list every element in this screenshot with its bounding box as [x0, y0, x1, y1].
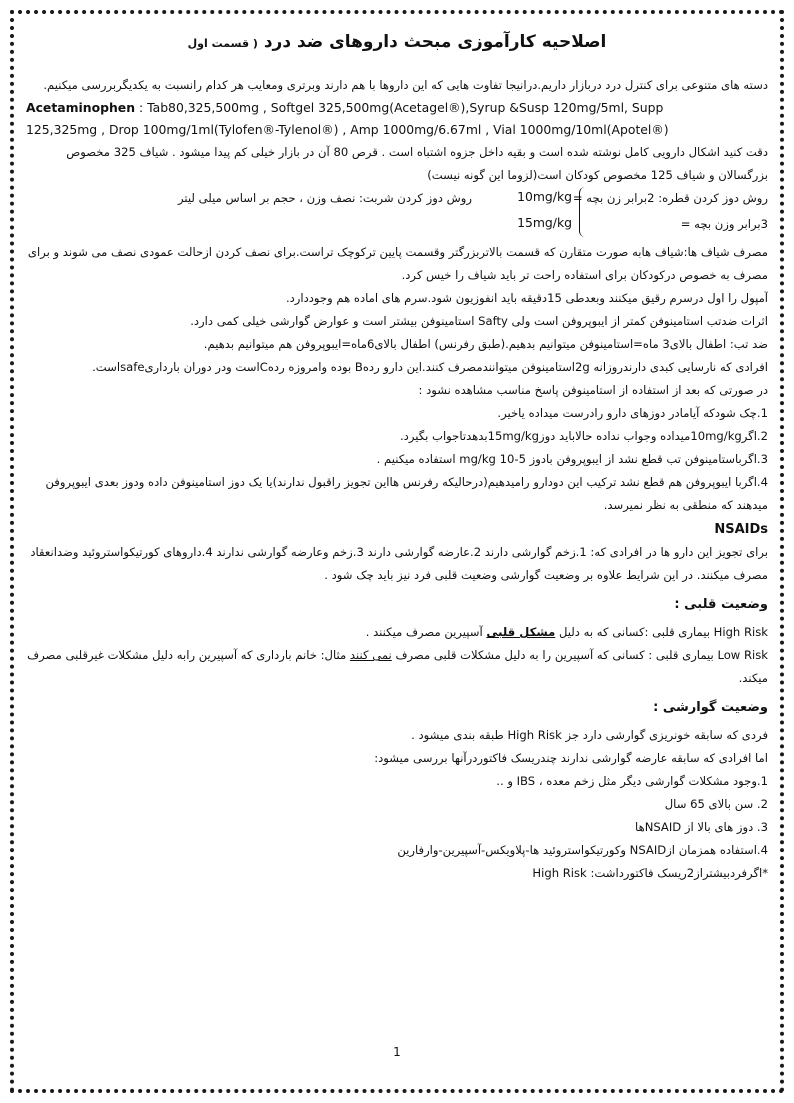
paragraph-no-response: در صورتی که بعد از استفاده از استامینوفن پاسخ مناسب مشاهده نشود :	[418, 383, 768, 397]
gi-item-4: 4.استفاده همزمان ازNSAID وکورتیکواستروئید ها-پلاویکس-آسپیرین-وارفارین	[397, 843, 768, 857]
supp-method: 3برابر وزن بچه =	[680, 217, 768, 231]
document-title	[26, 32, 768, 52]
drop-method: روش دوز کردن قطره: 2برابر زن بچه =	[572, 191, 768, 205]
gi-last-label: High Risk	[532, 866, 587, 880]
gi-item-3: 3. دوز های بالا از NSAIDها	[635, 820, 768, 834]
paragraph-fever-age: ضد تب: اطفال بالای3 ماه=استامینوفن میتوانیم بدهیم.(طبق رفرنس) اطفال بالای6ماه=ایبوپروفن هم میتوانیم بدهیم.	[203, 337, 768, 351]
cardiac-high-end: آسپیرین مصرف میکنند .	[365, 625, 487, 639]
cardiac-low-risk	[26, 644, 768, 690]
intro-paragraph: دسته های متنوعی برای کنترل درد دربازار داریم.درانیجا تفاوت هایی که این داروها با هم دارند وبرتری ومعایب هر کدام رانسبت به یکدیگربررسی میکنیم.	[43, 78, 768, 92]
cardiac-high-bold: مشکل قلبی	[486, 625, 556, 639]
cardiac-high-text: بیماری قلبی :کسانی که به دلیل	[555, 625, 714, 639]
syrup-method: روش دوز کردن شربت: نصف وزن ، حجم بر اساس میلی لیتر	[178, 191, 472, 205]
title-sub: ( قسمت اول	[187, 37, 258, 50]
paragraph-liver: افرادی که نارسایی کبدی دارندروزانه 2gاستامینوفن میتوانندمصرف کنند.این دارو ردهB بوده وامروزه ردهCاست ودر دوران بارداریsafeاست.	[92, 360, 768, 374]
cardiac-low-text: بیماری قلبی : کسانی که آسپیرین را به دلیل مشکلات قلبی مصرف	[391, 648, 718, 662]
gi-last-line	[26, 862, 768, 885]
forms-line1-text: : Tab80,325,500mg , Softgel 325,500mg(Acetagel®),Syrup &Susp 120mg/5ml, Supp	[135, 100, 664, 115]
cardiac-low-underline: نمی کنند	[349, 648, 392, 662]
gi-line1-post: طبقه بندی میشود .	[411, 728, 508, 742]
high-risk-label: High Risk	[713, 625, 768, 639]
step-4: 4.اگربا ایبوپروفن هم قطع نشد ترکیب این دودارو رامیدهیم(درحالیکه رفرنس هااین تجویز راقبول ندارند)یا یک دوز استامینوفن داده ودوز بعدی ایبوپروفن میدهند که منطقی به نظر نمیرسد.	[45, 475, 768, 512]
dosing-block	[26, 187, 768, 241]
acetaminophen-forms-line2: 125,325mg , Drop 100mg/1ml(Tylofen®-Tylenol®) , Amp 1000mg/6.67ml , Vial 1000mg/10ml(Apotel®)	[26, 122, 669, 137]
step-1: 1.چک شودکه آیامادر دوزهای دارو رادرست میداده یاخیر.	[497, 406, 768, 420]
cardiac-low-end: مثال: خانم بارداری که آسپیرین رابه دلیل مشکلات غیرقلبی مصرف میکند.	[27, 648, 768, 685]
gi-line2: اما افرادی که سابقه عارضه گوارشی ندارند چندریسک فاکتوردرآنها بررسی میشود:	[374, 751, 768, 765]
acetaminophen-forms-line1	[26, 97, 768, 119]
cardiac-heading: وضعیت قلبی :	[674, 597, 768, 612]
forms-note-paragraph: دقت کنید اشکال دارویی کامل نوشته شده است و بقیه داخل جزوه اشتباه است . قرص 80 آن در بازار خیلی کم پیدا میشود . شیاف 325 مخصوص بزرگسالان و شیاف 125 مخصوص کودکان است(لزوما این گونه نیست)	[66, 145, 768, 182]
nsaids-paragraph: برای تجویز این دارو ها در افرادی که: 1.زخم گوارشی دارند 2.عارضه گوارشی دارند 3.زخم وعارضه گوارشی ندارند 4.داروهای کورتیکواستروئید وضدانعقاد مصرف میکنند. در این شرایط علاوه بر وضعیت گوارشی وضعیت قلبی فرد نیز باید چک شود .	[30, 545, 768, 582]
gi-item-2: 2. سن بالای 65 سال	[664, 797, 768, 811]
gi-last-pre: *اگرفردبیشتراز2ریسک فاکتورداشت:	[586, 866, 768, 880]
gi-line1	[26, 724, 768, 747]
gi-heading: وضعیت گوارشی :	[653, 700, 768, 715]
paragraph-suppository: مصرف شیاف ها:شیاف هابه صورت متقارن که قسمت بالاتربزرگتر وقسمت پایین ترکوچک تراست.برای نصف کردن ازحالت عمودی نصف می شوند و برای مصرف به خصوص درکودکان برای استفاده راحت تر باید شیاف را خیس کرد.	[27, 245, 768, 282]
page-number: 1	[393, 1045, 401, 1059]
document-page	[26, 28, 768, 1063]
low-risk-label: Low Risk	[717, 648, 768, 662]
dose-value-15: 15mg/kg	[517, 215, 572, 230]
brace-icon	[579, 187, 590, 237]
step-3: 3.اگرباستامینوفن تب قطع نشد از ایبوپروفن بادوز 5-10 mg/kg استفاده میکنیم .	[376, 452, 768, 466]
gi-line1-label: High Risk	[507, 728, 562, 742]
gi-item-1: 1.وجود مشکلات گوارشی دیگر مثل زخم معده ، IBS و ..	[496, 774, 768, 788]
title-main: اصلاحیه کارآموزی مبحث داروهای ضد درد	[263, 32, 607, 52]
gi-line1-pre: فردی که سابقه خونریزی گوارشی دارد جز	[561, 728, 768, 742]
step-2: 2.اگر10mg/kgمیداده وجواب نداده حالاباید دوز15mg/kgبدهدتاجواب بگیرد.	[399, 429, 768, 443]
acetaminophen-label: Acetaminophen	[26, 100, 136, 115]
nsaids-heading: NSAIDs	[714, 522, 768, 537]
cardiac-high-risk	[26, 621, 768, 644]
paragraph-antipyretic: اثرات ضدتب استامینوفن کمتر از ایبوپروفن است ولی Safty استامینوفن بیشتر است و عوارض گوارشی خیلی کمی دارد.	[190, 314, 768, 328]
paragraph-ampoule: آمپول را اول درسرم رقیق میکنند وبعدطی 15دقیقه باید انفوزیون شود.سرم های اماده هم وجوددارد.	[285, 291, 768, 305]
dose-value-10: 10mg/kg	[517, 189, 572, 204]
